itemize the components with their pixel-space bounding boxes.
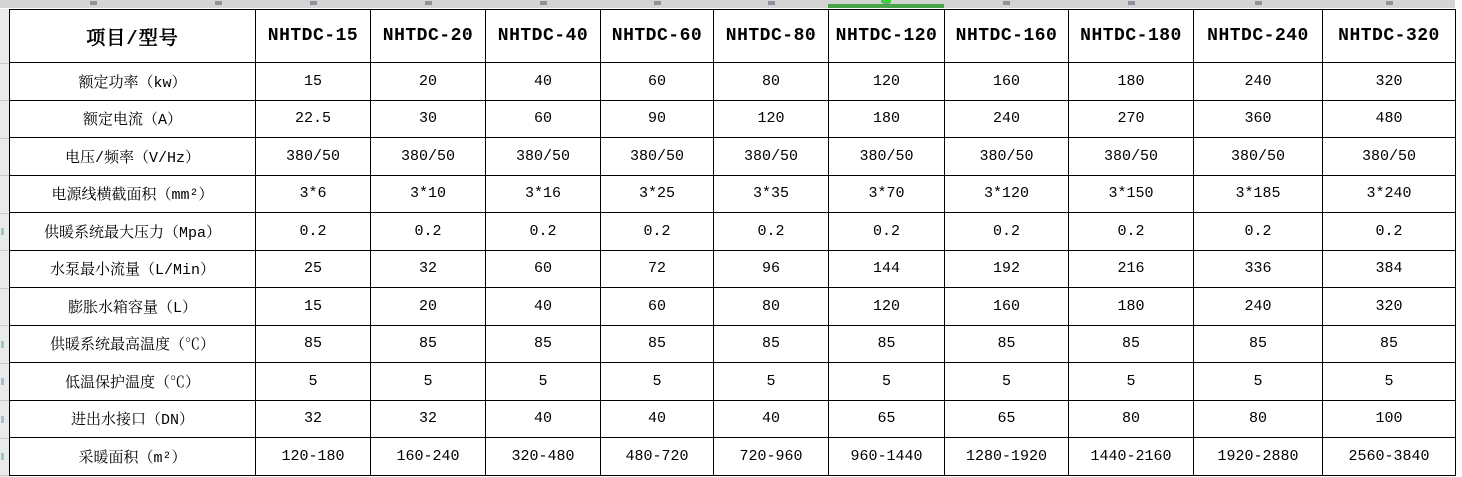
data-cell[interactable]: 3*150	[1069, 175, 1194, 213]
data-cell[interactable]: 32	[371, 250, 486, 288]
data-cell[interactable]: 85	[486, 325, 601, 363]
column-header-nhtdc-40[interactable]: NHTDC-40	[486, 10, 601, 63]
data-cell[interactable]: 85	[371, 325, 486, 363]
data-cell[interactable]: 85	[1069, 325, 1194, 363]
row-label-cell[interactable]: 采暖面积（m²）	[10, 438, 256, 476]
data-cell[interactable]: 0.2	[486, 213, 601, 251]
row-number-fragment	[1, 228, 4, 235]
data-cell[interactable]: 60	[486, 100, 601, 138]
column-letter-fragment	[1386, 1, 1393, 5]
data-cell[interactable]: 380/50	[829, 138, 945, 176]
data-cell[interactable]: 0.2	[371, 213, 486, 251]
row-divider	[0, 138, 9, 139]
row-divider	[0, 363, 9, 364]
data-cell[interactable]: 32	[371, 400, 486, 438]
data-cell[interactable]: 22.5	[256, 100, 371, 138]
data-cell[interactable]: 96	[714, 250, 829, 288]
data-cell[interactable]: 480-720	[601, 438, 714, 476]
row-label-cell[interactable]: 供暖系统最高温度（℃）	[10, 325, 256, 363]
data-cell[interactable]: 0.2	[829, 213, 945, 251]
data-cell[interactable]: 336	[1194, 250, 1323, 288]
row-number-fragment	[1, 453, 4, 460]
data-cell[interactable]: 80	[1069, 400, 1194, 438]
data-cell[interactable]: 160	[945, 288, 1069, 326]
data-cell[interactable]: 380/50	[1323, 138, 1456, 176]
data-cell[interactable]: 160-240	[371, 438, 486, 476]
data-cell[interactable]: 0.2	[714, 213, 829, 251]
data-cell[interactable]: 5	[371, 363, 486, 401]
data-cell[interactable]: 216	[1069, 250, 1194, 288]
data-cell[interactable]: 60	[601, 63, 714, 101]
data-cell[interactable]: 5	[1323, 363, 1456, 401]
data-cell[interactable]: 20	[371, 288, 486, 326]
data-cell[interactable]: 0.2	[601, 213, 714, 251]
column-letter-fragment	[540, 1, 547, 5]
row-divider	[0, 400, 9, 401]
data-cell[interactable]: 40	[486, 400, 601, 438]
data-cell[interactable]: 40	[486, 288, 601, 326]
data-cell[interactable]: 380/50	[601, 138, 714, 176]
data-cell[interactable]: 85	[1323, 325, 1456, 363]
row-label-cell[interactable]: 额定功率（kw）	[10, 63, 256, 101]
data-cell[interactable]: 0.2	[1323, 213, 1456, 251]
data-cell[interactable]: 380/50	[1069, 138, 1194, 176]
row-number-fragment	[1, 416, 4, 423]
column-header-nhtdc-180[interactable]: NHTDC-180	[1069, 10, 1194, 63]
data-cell[interactable]: 180	[1069, 288, 1194, 326]
selected-column-highlight	[828, 4, 944, 8]
data-cell[interactable]: 5	[486, 363, 601, 401]
table-row	[10, 63, 1456, 101]
data-cell[interactable]: 0.2	[945, 213, 1069, 251]
row-divider	[0, 325, 9, 326]
column-letter-fragment	[768, 1, 775, 5]
row-divider	[0, 100, 9, 101]
data-cell[interactable]: 0.2	[256, 213, 371, 251]
data-cell[interactable]: 380/50	[714, 138, 829, 176]
data-cell[interactable]: 3*70	[829, 175, 945, 213]
data-cell[interactable]: 2560-3840	[1323, 438, 1456, 476]
data-cell[interactable]: 80	[714, 288, 829, 326]
data-cell[interactable]: 0.2	[1069, 213, 1194, 251]
data-cell[interactable]: 380/50	[256, 138, 371, 176]
data-cell[interactable]: 120	[829, 63, 945, 101]
row-divider	[0, 175, 9, 176]
data-cell[interactable]: 320-480	[486, 438, 601, 476]
corner-header-cell[interactable]: 项目/型号	[10, 10, 256, 63]
data-cell[interactable]: 85	[714, 325, 829, 363]
data-cell[interactable]: 144	[829, 250, 945, 288]
data-cell[interactable]: 60	[486, 250, 601, 288]
column-header-nhtdc-120[interactable]: NHTDC-120	[829, 10, 945, 63]
data-cell[interactable]: 480	[1323, 100, 1456, 138]
row-divider	[0, 438, 9, 439]
row-divider	[0, 213, 9, 214]
data-cell[interactable]: 30	[371, 100, 486, 138]
data-cell[interactable]: 90	[601, 100, 714, 138]
column-letter-fragment	[90, 1, 97, 5]
row-label-cell[interactable]: 水泵最小流量（L/Min）	[10, 250, 256, 288]
column-letter-fragment	[1255, 1, 1262, 5]
data-cell[interactable]: 1920-2880	[1194, 438, 1323, 476]
data-cell[interactable]: 320	[1323, 63, 1456, 101]
table-row	[10, 363, 1456, 401]
data-cell[interactable]: 72	[601, 250, 714, 288]
data-cell[interactable]: 192	[945, 250, 1069, 288]
row-number-fragment	[1, 378, 4, 385]
data-cell[interactable]: 960-1440	[829, 438, 945, 476]
data-cell[interactable]: 180	[1069, 63, 1194, 101]
data-cell[interactable]: 380/50	[945, 138, 1069, 176]
data-cell[interactable]: 0.2	[1194, 213, 1323, 251]
column-header-nhtdc-320[interactable]: NHTDC-320	[1323, 10, 1456, 63]
column-letter-fragment	[654, 1, 661, 5]
row-divider	[0, 250, 9, 251]
data-cell[interactable]: 65	[829, 400, 945, 438]
row-label-cell[interactable]: 额定电流（A）	[10, 100, 256, 138]
table-row	[10, 288, 1456, 326]
spec-table-body	[10, 63, 1456, 476]
data-cell[interactable]: 3*35	[714, 175, 829, 213]
table-row	[10, 250, 1456, 288]
column-letter-fragment	[310, 1, 317, 5]
row-label-cell[interactable]: 进出水接口（DN）	[10, 400, 256, 438]
data-cell[interactable]: 384	[1323, 250, 1456, 288]
row-label-cell[interactable]: 供暖系统最大压力（Mpa）	[10, 213, 256, 251]
row-divider	[0, 63, 9, 64]
data-cell[interactable]: 180	[829, 100, 945, 138]
data-cell[interactable]: 5	[945, 363, 1069, 401]
row-label-cell[interactable]: 膨胀水箱容量（L）	[10, 288, 256, 326]
selected-column-letter-fragment	[881, 0, 891, 3]
data-cell[interactable]: 3*16	[486, 175, 601, 213]
data-cell[interactable]: 5	[1194, 363, 1323, 401]
data-cell[interactable]: 40	[714, 400, 829, 438]
column-letter-fragment	[215, 1, 222, 5]
data-cell[interactable]: 120-180	[256, 438, 371, 476]
data-cell[interactable]: 720-960	[714, 438, 829, 476]
row-divider	[0, 288, 9, 289]
data-cell[interactable]: 160	[945, 63, 1069, 101]
data-cell[interactable]: 360	[1194, 100, 1323, 138]
row-label-cell[interactable]: 低温保护温度（℃）	[10, 363, 256, 401]
data-cell[interactable]: 5	[714, 363, 829, 401]
data-cell[interactable]: 240	[1194, 63, 1323, 101]
table-row	[10, 100, 1456, 138]
data-cell[interactable]: 1440-2160	[1069, 438, 1194, 476]
data-cell[interactable]: 3*240	[1323, 175, 1456, 213]
table-row	[10, 138, 1456, 176]
data-cell[interactable]: 15	[256, 63, 371, 101]
data-cell[interactable]: 40	[486, 63, 601, 101]
data-cell[interactable]: 15	[256, 288, 371, 326]
data-cell[interactable]: 120	[714, 100, 829, 138]
data-cell[interactable]: 60	[601, 288, 714, 326]
data-cell[interactable]: 5	[256, 363, 371, 401]
data-cell[interactable]: 320	[1323, 288, 1456, 326]
data-cell[interactable]: 25	[256, 250, 371, 288]
data-cell[interactable]: 380/50	[486, 138, 601, 176]
data-cell[interactable]: 380/50	[371, 138, 486, 176]
column-letter-fragment	[1128, 1, 1135, 5]
table-row	[10, 175, 1456, 213]
data-cell[interactable]: 40	[601, 400, 714, 438]
column-header-nhtdc-160[interactable]: NHTDC-160	[945, 10, 1069, 63]
data-cell[interactable]: 380/50	[1194, 138, 1323, 176]
data-cell[interactable]: 270	[1069, 100, 1194, 138]
table-row	[10, 400, 1456, 438]
data-cell[interactable]: 65	[945, 400, 1069, 438]
data-cell[interactable]: 5	[829, 363, 945, 401]
data-cell[interactable]: 1280-1920	[945, 438, 1069, 476]
table-row	[10, 213, 1456, 251]
data-cell[interactable]: 3*6	[256, 175, 371, 213]
spec-table	[9, 9, 1456, 476]
data-cell[interactable]: 100	[1323, 400, 1456, 438]
data-cell[interactable]: 240	[945, 100, 1069, 138]
data-cell[interactable]: 3*120	[945, 175, 1069, 213]
column-header-nhtdc-60[interactable]: NHTDC-60	[601, 10, 714, 63]
data-cell[interactable]: 120	[829, 288, 945, 326]
column-letter-fragment	[425, 1, 432, 5]
column-letter-fragment	[1003, 1, 1010, 5]
data-cell[interactable]: 85	[256, 325, 371, 363]
data-cell[interactable]: 80	[714, 63, 829, 101]
row-number-fragment	[1, 341, 4, 348]
data-cell[interactable]: 32	[256, 400, 371, 438]
table-row	[10, 325, 1456, 363]
data-cell[interactable]: 80	[1194, 400, 1323, 438]
row-label-cell[interactable]: 电源线横截面积（mm²）	[10, 175, 256, 213]
row-divider	[0, 475, 9, 476]
data-cell[interactable]: 3*10	[371, 175, 486, 213]
data-cell[interactable]: 5	[601, 363, 714, 401]
model-header-row	[10, 10, 1456, 63]
data-cell[interactable]: 3*25	[601, 175, 714, 213]
excel-column-header-strip[interactable]	[0, 0, 1455, 9]
data-cell[interactable]: 85	[829, 325, 945, 363]
data-cell[interactable]: 240	[1194, 288, 1323, 326]
data-cell[interactable]: 85	[601, 325, 714, 363]
data-cell[interactable]: 5	[1069, 363, 1194, 401]
column-header-nhtdc-80[interactable]: NHTDC-80	[714, 10, 829, 63]
table-row	[10, 438, 1456, 476]
data-cell[interactable]: 85	[945, 325, 1069, 363]
data-cell[interactable]: 3*185	[1194, 175, 1323, 213]
column-header-nhtdc-20[interactable]: NHTDC-20	[371, 10, 486, 63]
excel-row-header-strip[interactable]	[0, 9, 9, 477]
row-label-cell[interactable]: 电压/频率（V/Hz）	[10, 138, 256, 176]
data-cell[interactable]: 20	[371, 63, 486, 101]
data-cell[interactable]: 85	[1194, 325, 1323, 363]
column-header-nhtdc-240[interactable]: NHTDC-240	[1194, 10, 1323, 63]
column-header-nhtdc-15[interactable]: NHTDC-15	[256, 10, 371, 63]
